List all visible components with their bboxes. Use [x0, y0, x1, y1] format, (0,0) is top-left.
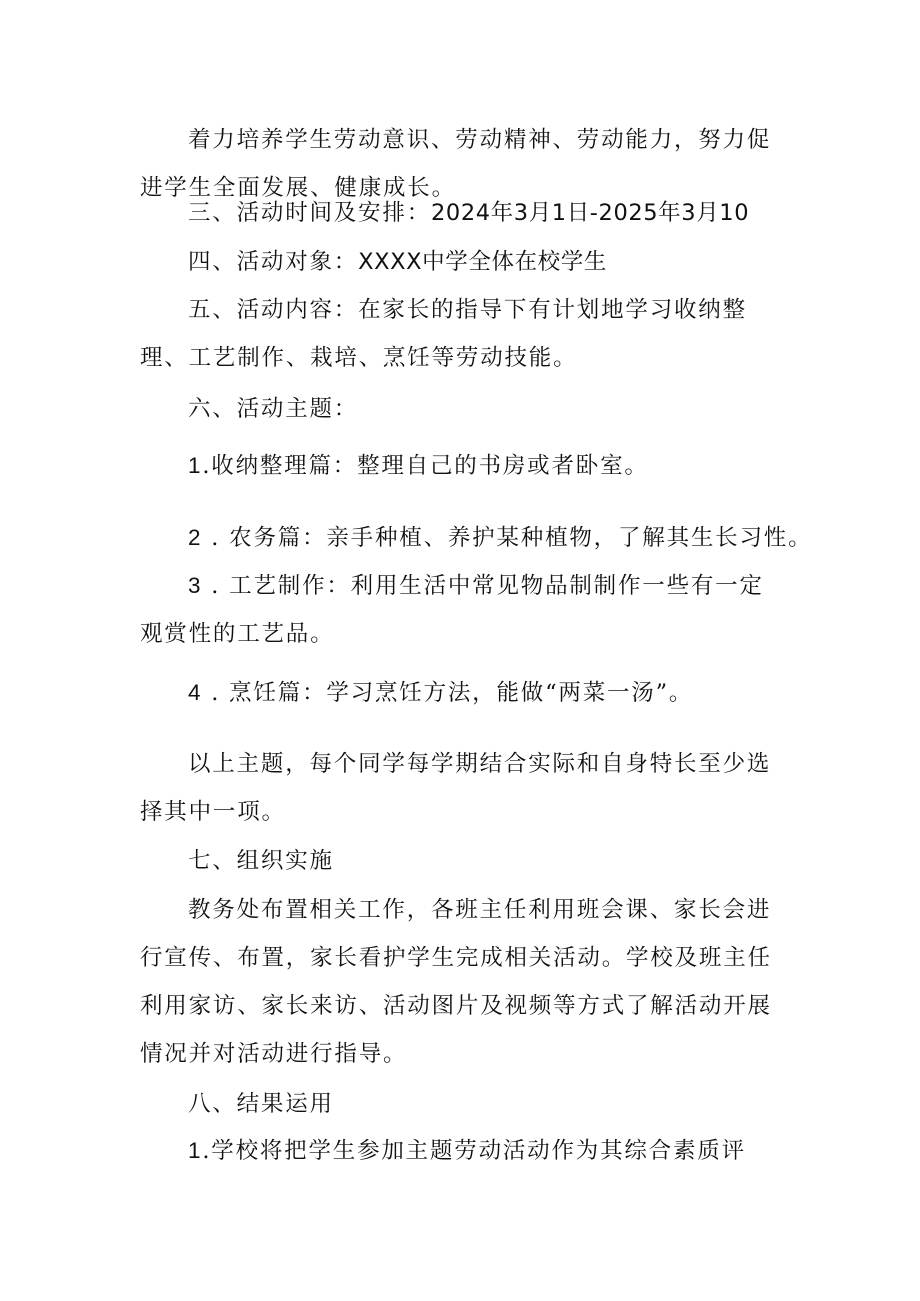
theme-item-4-text: . 烹饪篇：学习烹饪方法，能做“两菜一汤”。 — [202, 680, 694, 706]
section-target-value: XXXX中学全体在校学生 — [358, 249, 607, 275]
section-time-value: 2024年3月1日-2025年3月10 — [431, 200, 750, 226]
theme-item-3 — [140, 562, 785, 658]
section-result-heading: 八、结果运用 — [188, 1091, 334, 1117]
result-item-1 — [188, 1127, 746, 1175]
paragraph-intro-text: 着力培养学生劳动意识、劳动精神、劳动能力，努力促进学生全面发展、健康成长。 — [140, 127, 772, 201]
result-item-1-number: 1 — [188, 1138, 203, 1163]
theme-item-4 — [188, 669, 693, 717]
theme-item-4-number: 4 — [188, 680, 203, 705]
section-target — [188, 238, 607, 286]
theme-item-3-text: . 工艺制作：利用生活中常见物品制制作一些有一定观赏性的工艺品。 — [140, 573, 764, 647]
section-theme-heading: 六、活动主题： — [188, 396, 359, 422]
result-item-1-text: .学校将把学生参加主题劳动活动作为其综合素质评 — [202, 1138, 746, 1164]
theme-item-2-text: . 农务篇：亲手种植、养护某种植物，了解其生长习性。 — [202, 525, 813, 551]
section-target-label: 四、活动对象： — [188, 249, 359, 275]
section-content: 五、活动内容：在家长的指导下有计划地学习收纳整理、工艺制作、栽培、烹饪等劳动技能。 — [140, 297, 747, 371]
section-impl-heading: 七、组织实施 — [188, 848, 334, 874]
theme-note: 以上主题，每个同学每学期结合实际和自身特长至少选择其中一项。 — [140, 751, 772, 825]
theme-item-1 — [188, 442, 649, 490]
theme-item-3-number: 3 — [188, 573, 203, 598]
theme-item-1-number: 1 — [188, 453, 203, 478]
theme-item-2-number: 2 — [188, 525, 203, 550]
section-time-label: 三、活动时间及安排： — [188, 200, 432, 226]
section-impl-text: 教务处布置相关工作，各班主任利用班会课、家长会进行宣传、布置，家长看护学生完成相关活动。学校及班主任利用家访、家长来访、活动图片及视频等方式了解活动开展情况并对活动进行指导。 — [140, 897, 772, 1067]
theme-item-2 — [188, 514, 812, 562]
theme-item-1-text: .收纳整理篇：整理自己的书房或者卧室。 — [202, 453, 649, 479]
section-time — [188, 189, 749, 237]
